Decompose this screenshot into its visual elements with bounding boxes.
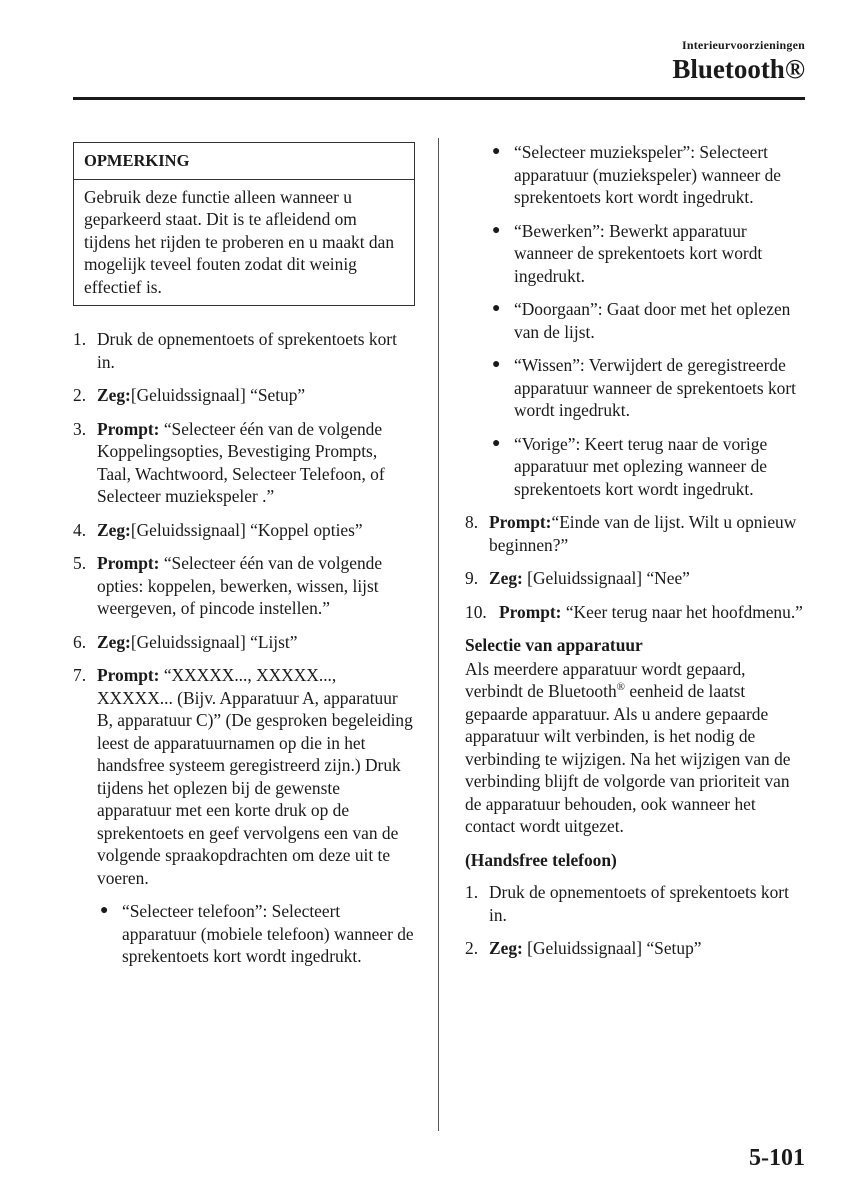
- step-label: Prompt:: [97, 418, 160, 439]
- left-column: [73, 142, 415, 979]
- step-body: [Geluidssignaal] “Koppel opties”: [130, 519, 363, 540]
- step-body: Druk de opnementoets of sprekentoets kort in.: [489, 882, 789, 925]
- step-label: Prompt:: [97, 553, 160, 573]
- column-divider: [438, 138, 439, 1131]
- header-rule: [73, 97, 805, 100]
- selection-text-after: eenheid de laatst gepaarde apparatuur. Als u andere gepaarde apparatuur wilt verbinden, is het nodig de verbinding te wijzigen. Na het wijzigen van de verbinding blijft de volgorde van prioriteit van de apparatuur behouden, ook wanneer het contact wordt uitgezet.: [465, 681, 791, 836]
- step-number: 7.: [73, 665, 87, 685]
- step-label: Zeg:: [97, 519, 131, 540]
- step-item: [73, 631, 415, 654]
- bullet-item: [489, 298, 807, 343]
- step-text: [499, 601, 807, 624]
- step-number: 6.: [73, 631, 87, 652]
- bullet-item: [489, 220, 807, 288]
- step-body: [Geluidssignaal] “Setup”: [130, 385, 306, 405]
- step-number: 9.: [465, 568, 479, 588]
- bullet-text: “Selecteer muziekspeler”: Selecteert apparatuur (muziekspeler) wanneer de sprekentoets kort wordt ingedrukt.: [514, 142, 781, 207]
- bullet-item: [97, 900, 415, 968]
- step-body: “Keer terug naar het hoofdmenu.”: [561, 601, 803, 622]
- step-text: [97, 328, 415, 373]
- step-item: [73, 418, 415, 508]
- step-text: [97, 384, 415, 407]
- bullet-text: “Doorgaan”: Gaat door met het oplezen van de lijst.: [514, 299, 791, 342]
- step-label: Zeg:: [489, 938, 523, 958]
- bullet-text: “Bewerken”: Bewerkt apparatuur wanneer de sprekentoets kort wordt ingedrukt.: [514, 220, 763, 286]
- step-number: 10.: [465, 601, 487, 622]
- right-bullet-list: [489, 141, 807, 500]
- step-number: 8.: [465, 512, 479, 532]
- note-body: Gebruik deze functie alleen wanneer u geparkeerd staat. Dit is te afleidend om tijdens het rijden te proberen en u maakt dan mogelijk teveel fouten zodat dit weinig effectief is.: [84, 186, 395, 297]
- note-box: [73, 142, 415, 306]
- step-number: 5.: [73, 553, 87, 573]
- step-body: “Einde van de lijst. Wilt u opnieuw beginnen?”: [489, 512, 797, 555]
- right-column: [465, 141, 807, 971]
- step-label: Zeg:: [97, 631, 131, 652]
- step-text: [97, 418, 415, 508]
- step-text: [97, 552, 415, 620]
- registered-mark: ®: [616, 681, 626, 694]
- step-item: [73, 552, 415, 620]
- bullet-dot-icon: ●: [492, 357, 501, 372]
- selection-paragraph: [465, 658, 807, 838]
- step-item: [73, 328, 415, 373]
- step-item: [465, 937, 807, 960]
- bullet-dot-icon: ●: [492, 435, 501, 451]
- step-label: Zeg:: [489, 568, 523, 588]
- step-number: 3.: [73, 418, 87, 439]
- step-body: [Geluidssignaal] “Lijst”: [130, 631, 298, 652]
- bullet-text: “Vorige”: Keert terug naar de vorige apparatuur met oplezing wanneer de sprekentoets kort wordt ingedrukt.: [514, 433, 768, 499]
- step-label: Prompt:: [499, 601, 562, 622]
- selection-heading: Selectie van apparatuur: [465, 635, 643, 655]
- step-number: 1.: [73, 329, 87, 349]
- step-item: [465, 881, 807, 926]
- step-body: “Selecteer één van de volgende opties: koppelen, bewerken, wissen, lijst weergeven, of pincode instellen.”: [97, 553, 383, 618]
- selection-text-before: Als meerdere apparatuur wordt gepaard, verbindt de Bluetooth: [465, 658, 746, 701]
- step-body: [Geluidssignaal] “Setup”: [522, 938, 702, 958]
- step-number: 1.: [465, 882, 479, 902]
- step-item: [465, 511, 807, 556]
- step-number: 2.: [465, 938, 479, 958]
- step-item: [73, 519, 415, 542]
- step-label: Prompt:: [97, 665, 160, 685]
- step-number: 4.: [73, 519, 87, 540]
- handsfree-steps: [465, 881, 807, 960]
- step-text: [97, 519, 415, 542]
- step-text: [489, 511, 807, 556]
- bullet-dot-icon: ●: [492, 222, 501, 238]
- step-text: [489, 881, 807, 926]
- step-body: Druk de opnementoets of sprekentoets kort in.: [97, 329, 397, 372]
- bullet-text: “Wissen”: Verwijdert de geregistreerde apparatuur wanneer de sprekentoets kort wordt ingedrukt.: [514, 355, 796, 420]
- step-label: Prompt:: [489, 512, 552, 532]
- step-text: [97, 631, 415, 654]
- step-item: [73, 384, 415, 407]
- step-item: [465, 601, 807, 624]
- step-item: [465, 567, 807, 590]
- left-steps: [73, 328, 415, 889]
- bullet-text: “Selecteer telefoon”: Selecteert apparatuur (mobiele telefoon) wanneer de sprekentoets kort wordt ingedrukt.: [122, 901, 414, 966]
- section-label: Interieurvoorzieningen: [681, 38, 805, 52]
- handsfree-heading: (Handsfree telefoon): [465, 849, 617, 870]
- step-text: [489, 567, 807, 590]
- step-number: 2.: [73, 385, 87, 405]
- page-title: Bluetooth®: [672, 54, 805, 84]
- bullet-item: [489, 354, 807, 422]
- step-text: [489, 937, 807, 960]
- bullet-item: [489, 433, 807, 501]
- bullet-dot-icon: ●: [100, 903, 109, 918]
- step-body: [Geluidssignaal] “Nee”: [522, 568, 690, 588]
- note-heading: OPMERKING: [74, 143, 414, 180]
- step-label: Zeg:: [97, 385, 131, 405]
- step-body: “XXXXX..., XXXXX..., XXXXX... (Bijv. Apparatuur A, apparatuur B, apparatuur C)” (De gesproken begeleiding leest de apparatuurnamen op die in het handsfree systeem geregistreerd zijn.) Druk tijdens het oplezen bij de gewenste apparatuur met een korte druk op de sprekentoets en geef vervolgens een van de volgende spraakopdrachten om deze uit te voeren.: [97, 665, 413, 888]
- step-item: [73, 664, 415, 889]
- bullet-item: [489, 141, 807, 209]
- right-steps: [465, 511, 807, 623]
- page-number: 5-101: [749, 1145, 805, 1171]
- step-text: [97, 664, 415, 889]
- left-bullet-list: [97, 900, 415, 968]
- step-body: “Selecteer één van de volgende Koppelingsopties, Bevestiging Prompts, Taal, Wachtwoord, Selecteer Telefoon, of Selecteer muziekspeler .”: [97, 418, 385, 506]
- bullet-dot-icon: ●: [492, 301, 501, 316]
- bullet-dot-icon: ●: [492, 144, 501, 159]
